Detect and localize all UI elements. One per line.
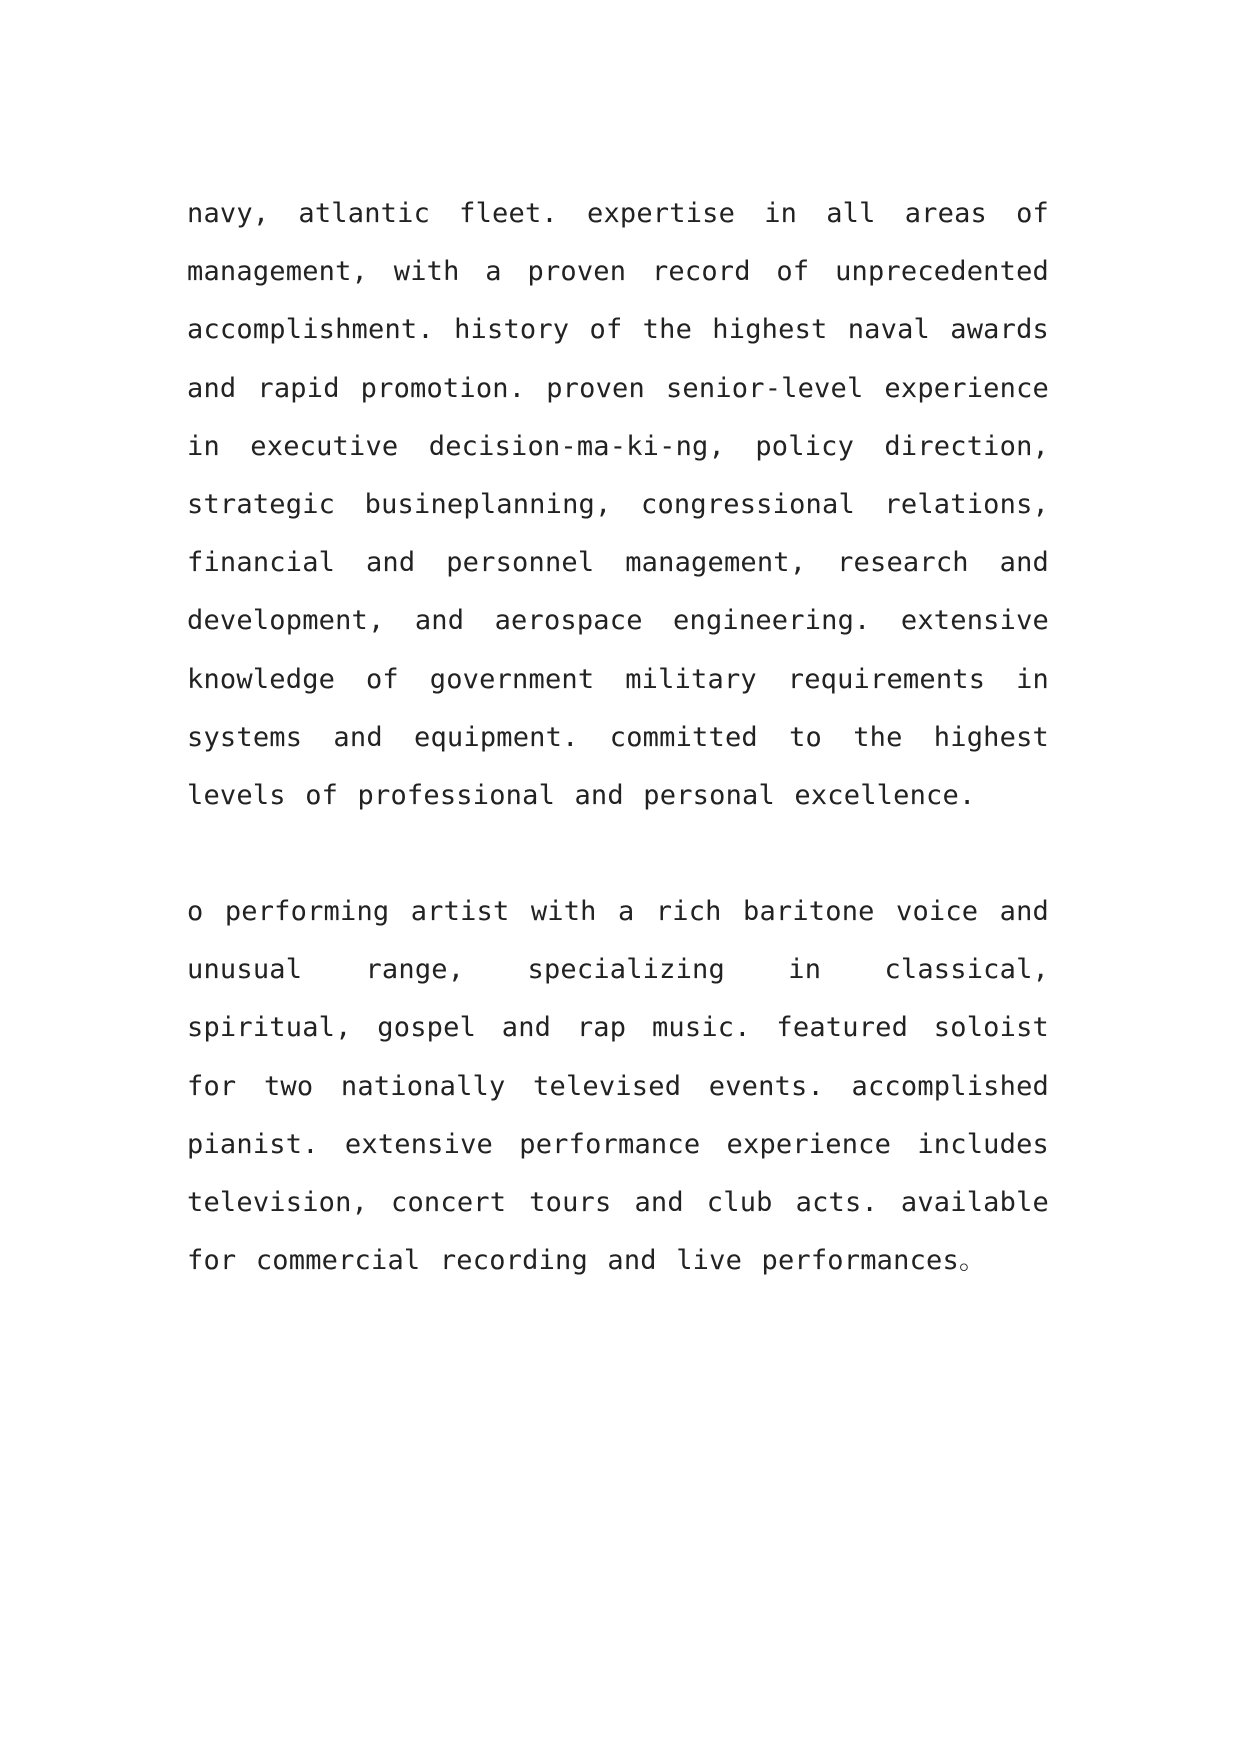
paragraph-performing-artist: o performing artist with a rich baritone voice and unusual range, specializing in classical, spiritual, gospel and rap music. featured soloist for two nationally televised events. accomplished pianist. extensive performance experience includes television, concert tours and club acts. available for commercial recording and live performances。 bbox=[187, 896, 1049, 1277]
paragraph-navy-experience: navy, atlantic fleet. expertise in all areas of management, with a proven record of unprecedented accomplishment. history of the highest naval awards and rapid promotion. proven senior-level experience in executive decision-ma-ki-ng, policy direction, strategic busineplanning, congressional relations, financial and personnel management, research and development, and aerospace engineering. extensive knowledge of government military requirements in systems and equipment. committed to the highest levels of professional and personal excellence. bbox=[187, 198, 1049, 812]
